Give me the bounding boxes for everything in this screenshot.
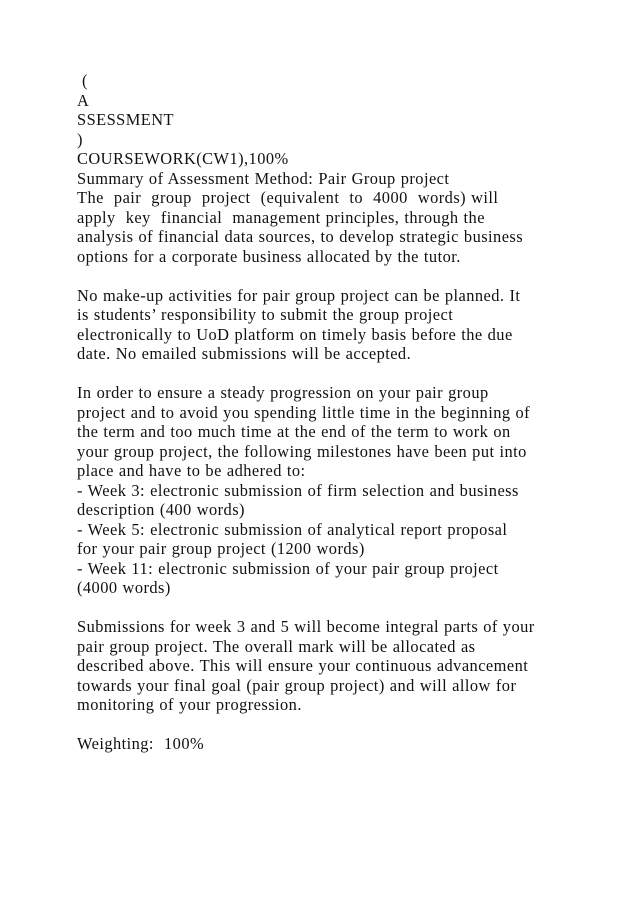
blank-line: [77, 715, 577, 735]
text-line: place and have to be adhered to:: [77, 461, 306, 480]
text-line: The pair group project (equivalent to 4000 words) will: [77, 188, 499, 207]
text-line: is students’ responsibility to submit the group project: [77, 305, 454, 324]
text-line: A: [77, 90, 90, 110]
text-line: (: [77, 71, 88, 90]
text-line: pair group project. The overall mark will be allocated as: [77, 636, 476, 656]
text-line: electronically to UoD platform on timely basis before the due: [77, 324, 513, 344]
weighting-line: Weighting: 100%: [77, 734, 205, 753]
text-line: COURSEWORK(CW1),100%: [77, 149, 289, 168]
text-line: SSESSMENT: [77, 110, 174, 129]
text-line: Summary of Assessment Method: Pair Group project: [77, 168, 450, 188]
milestone-line: - Week 5: electronic submission of analytical report proposal: [77, 519, 508, 539]
text-line: date. No emailed submissions will be accepted.: [77, 344, 412, 363]
text-line: description (400 words): [77, 500, 245, 519]
text-line: Submissions for week 3 and 5 will become integral parts of your: [77, 617, 535, 636]
text-line: described above. This will ensure your continuous advancement: [77, 656, 529, 675]
text-line: (4000 words): [77, 578, 171, 597]
text-line: ): [77, 129, 83, 149]
text-line: monitoring of your progression.: [77, 695, 302, 714]
text-line: towards your final goal (pair group project) and will allow for: [77, 675, 517, 695]
blank-line: [77, 598, 577, 618]
document-body: [77, 71, 577, 754]
text-line: apply key financial management principles, through the: [77, 207, 485, 227]
milestone-line: - Week 11: electronic submission of your pair group project: [77, 558, 499, 578]
text-line: your group project, the following milestones have been put into: [77, 441, 527, 461]
text-line: project and to avoid you spending little time in the beginning of: [77, 402, 531, 422]
text-line: analysis of financial data sources, to develop strategic business: [77, 227, 524, 246]
text-line: for your pair group project (1200 words): [77, 539, 365, 558]
text-line: options for a corporate business allocated by the tutor.: [77, 246, 461, 266]
text-line: the term and too much time at the end of the term to work on: [77, 422, 511, 441]
milestone-line: - Week 3: electronic submission of firm selection and business: [77, 480, 519, 500]
blank-line: [77, 266, 577, 286]
text-line: In order to ensure a steady progression on your pair group: [77, 383, 489, 402]
text-line: No make-up activities for pair group project can be planned. It: [77, 285, 521, 305]
blank-line: [77, 364, 577, 384]
